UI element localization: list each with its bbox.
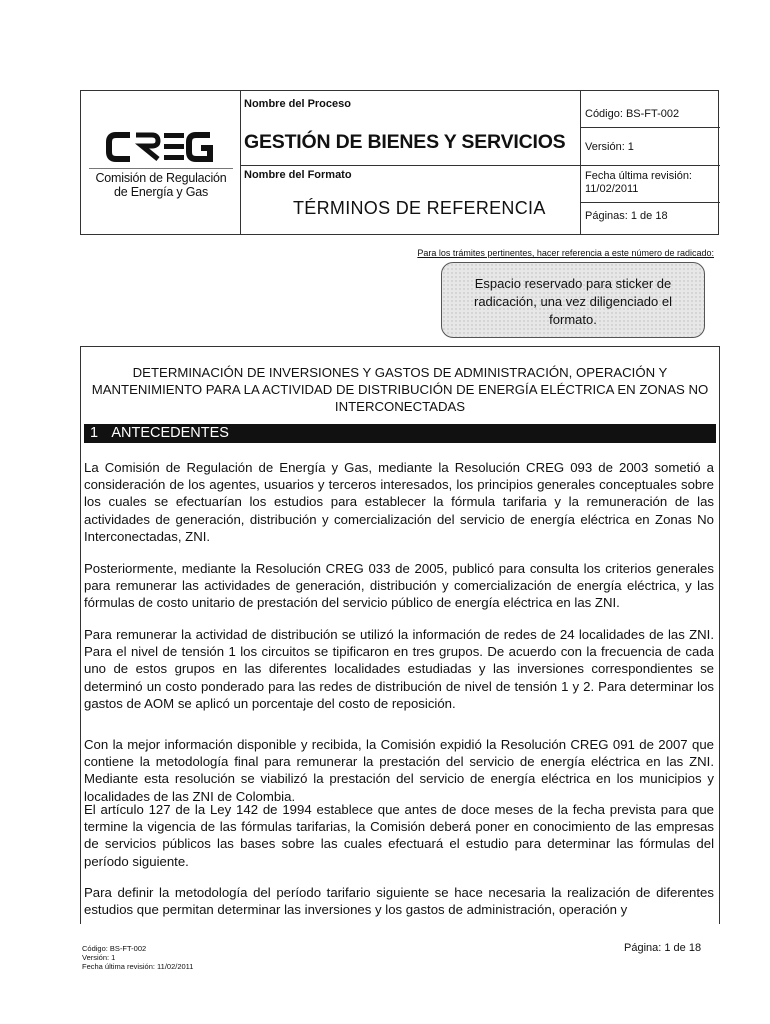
section-number: 1: [90, 425, 99, 441]
footer-page-number: Página: 1 de 18: [624, 942, 702, 954]
format-label: Nombre del Formato: [244, 169, 352, 181]
paragraph: El artículo 127 de la Ley 142 de 1994 establece que antes de doce meses de la fecha prevista para que termine la vigencia de las fórmulas tarifarias, la Comisión deberá poner en conocimiento de las empresas de servicios públicos las bases sobre las cuales efectuará el estudio para determinar las fórmulas del período siguiente.: [84, 802, 714, 869]
process-label: Nombre del Proceso: [244, 98, 351, 110]
radicado-note: Para los trámites pertinentes, hacer referencia a este número de radicado:: [417, 248, 714, 258]
header-table: [80, 90, 719, 235]
paragraph: Para remunerar la actividad de distribución se utilizó la información de redes de 24 localidades de las ZNI. Para el nivel de tensión 1 los circuitos se tipificaron en tres grupos. De acuerdo con la frecuencia de cada uno de estos grupos en las diferentes localidades estudiadas y las inversiones correspondientes se determinó un costo ponderado para las redes de distribución de nivel de tensión 1 y 2. Para determinar los gastos de AOM se aplicó un porcentaje del costo de reposición.: [84, 627, 714, 711]
footer-meta: [82, 944, 193, 971]
logo-cell: [81, 91, 240, 236]
divider: [580, 91, 581, 234]
section-title: ANTECEDENTES: [111, 425, 229, 441]
fecha-revision: [585, 170, 692, 196]
sticker-placeholder: Espacio reservado para sticker de radicación, una vez diligenciado el formato.: [441, 262, 705, 338]
org-line-1: Comisión de Regulación: [95, 171, 227, 185]
divider: [240, 91, 241, 234]
divider: [580, 127, 720, 128]
organization-name: [85, 171, 237, 199]
fecha-label: Fecha última revisión:: [585, 170, 692, 182]
divider: [580, 202, 720, 203]
codigo: Código: BS-FT-002: [585, 108, 680, 120]
creg-logo: [106, 129, 216, 165]
logo-rule: [89, 168, 233, 169]
paragraph: Con la mejor información disponible y recibida, la Comisión expidió la Resolución CREG 091 de 2007 que contiene la metodología final para remunerar la prestación del servicio de energía eléctrica en las ZNI. Mediante esta resolución se viabilizó la prestación del servicio de energía eléctrica en los municipios y localidades de las ZNI de Colombia.: [84, 737, 714, 804]
footer-codigo: Código: BS-FT-002: [82, 944, 147, 953]
fecha-value: 11/02/2011: [585, 183, 639, 195]
paragraph: La Comisión de Regulación de Energía y Gas, mediante la Resolución CREG 093 de 2003 sometió a consideración de los agentes, usuarios y terceros interesados, los principios generales conceptuales sobre los cuales se efectuarían los estudios para establecer la fórmula tarifaria y la remuneración de las actividades de generación, distribución y comercialización del servicio de energía eléctrica en Zonas No Interconectadas, ZNI.: [84, 460, 714, 544]
version: Versión: 1: [585, 141, 634, 153]
paginas: Páginas: 1 de 18: [585, 210, 668, 222]
process-title: GESTIÓN DE BIENES Y SERVICIOS: [244, 131, 566, 153]
org-line-2: de Energía y Gas: [113, 185, 209, 199]
paragraph: Para definir la metodología del período tarifario siguiente se hace necesaria la realización de diferentes estudios que permitan determinar las inversiones y los gastos de administración, operación y: [84, 885, 714, 918]
divider: [240, 165, 720, 166]
document-title: DETERMINACIÓN DE INVERSIONES Y GASTOS DE ADMINISTRACIÓN, OPERACIÓN Y MANTENIMIENTO PARA LA ACTIVIDAD DE DISTRIBUCIÓN DE ENERGÍA ELÉCTRICA EN ZONAS NO INTERCONECTADAS: [91, 365, 709, 414]
paragraph: Posteriormente, mediante la Resolución CREG 033 de 2005, publicó para consulta los criterios generales para remunerar las actividades de generación, distribución y comercialización de energía eléctrica, y las fórmulas de costo unitario de prestación del servicio público de energía eléctrica en las ZNI.: [84, 561, 714, 611]
footer-fecha: Fecha última revisión: 11/02/2011: [82, 962, 194, 971]
format-title: TÉRMINOS DE REFERENCIA: [293, 198, 546, 218]
footer-version: Versión: 1: [82, 953, 116, 962]
section-heading: [84, 424, 716, 443]
